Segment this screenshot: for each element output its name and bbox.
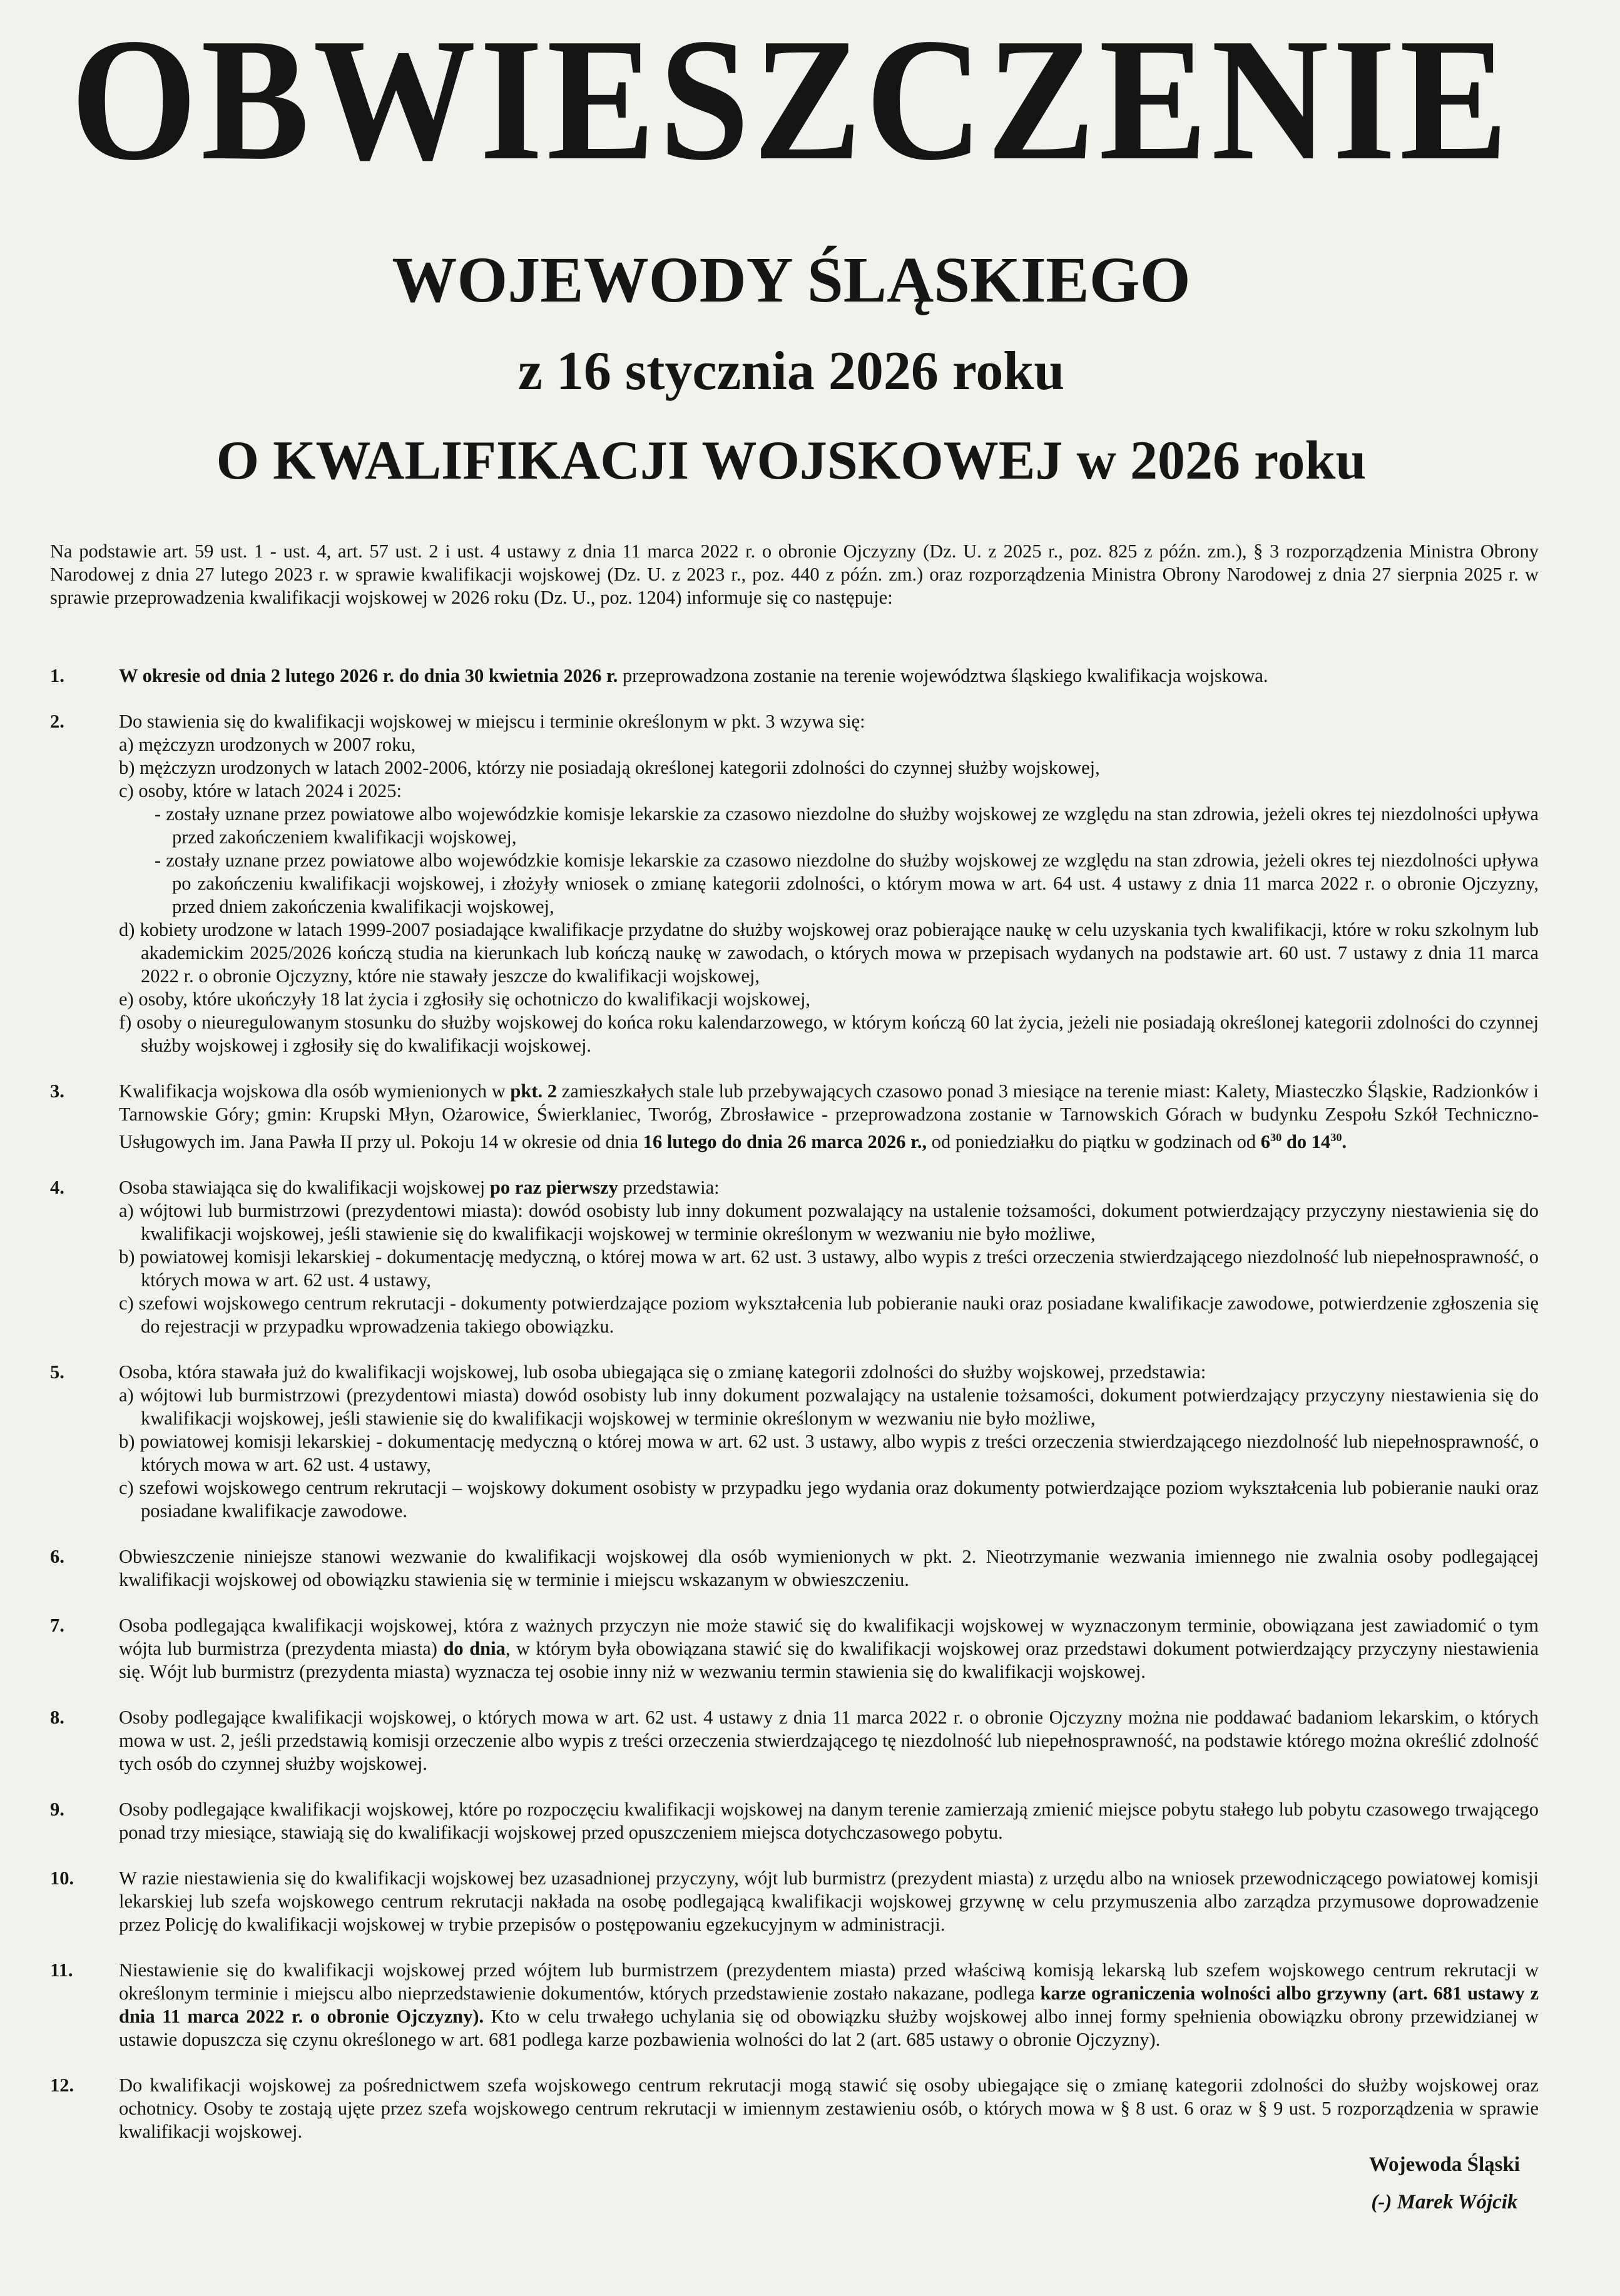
item-bold-text: 16 lutego do dnia 26 marca 2026 r., bbox=[643, 1131, 927, 1153]
item-bold-text: pkt. 2 bbox=[510, 1080, 558, 1102]
notice-item bbox=[44, 710, 1539, 1057]
notice-item bbox=[44, 1545, 1539, 1592]
signature-office: Wojewoda Śląski bbox=[1368, 2153, 1520, 2176]
notice-items bbox=[44, 664, 1539, 2143]
item-text-part: , w którym była obowiązana stawić się do kwalifikacji wojskowej oraz przedstawi dokument potwierdzający przyczyny niestawienia się. Wójt lub burmistrz (prezydenta miasta) wyznacza tej osobie inny niż w wezwaniu termin stawienia się do kwalifikacji wojskowej. bbox=[119, 1638, 1539, 1683]
item-number: 1. bbox=[50, 665, 64, 686]
item-text-part: Osoba podlegająca kwalifikacji wojskowej, która z ważnych przyczyn nie może stawić się do kwalifikacji wojskowej w wyznaczonym terminie, obowiązana jest zawiadomić o tym wójta lub burmistrza (prezydenta miasta) bbox=[119, 1615, 1539, 1660]
item-number: 2. bbox=[50, 711, 64, 732]
sub-item: b) powiatowej komisji lekarskiej - dokumentację medyczną, o której mowa w art. 62 ust. 3 ustawy, albo wypis z treści orzeczenia stwierdzającego niezdolność lub niepełnosprawność, o których mowa w art. 62 ust. 4 ustawy, bbox=[119, 1246, 1539, 1291]
item-number: 10. bbox=[50, 1867, 74, 1889]
item-number: 11. bbox=[50, 1959, 73, 1981]
item-text bbox=[119, 1361, 1539, 1523]
item-text: Obwieszczenie niniejsze stanowi wezwanie do kwalifikacji wojskowej dla osób wymienionych w pkt. 2. Nieotrzymanie wezwania imiennego nie zwalnia osoby podlegającej kwalifikacji wojskowej od obowiązku stawienia się w terminie i miejscu wskazanym w obwieszczeniu. bbox=[119, 1546, 1539, 1591]
item-text-part: Niestawienie się do kwalifikacji wojskowej przed wójtem lub burmistrzem (prezydentem miasta) przed właściwą komisją lekarską lub szefem wojskowego centrum rekrutacji w określonym terminie i miejscu albo nieprzedstawienie dokumentów, których przedstawienie zostało nakazane, podlega bbox=[119, 1959, 1539, 2004]
item-text-part: Kto w celu trwałego uchylania się od obowiązku służby wojskowej albo innej formy spełnienia obowiązku obrony przewidzianej w ustawie dopuszcza się czynu określonego w art. 681 podlega karze pozbawienia wolności do lat 2 (art. 685 ustawy o obronie Ojczyzny). bbox=[119, 2006, 1539, 2051]
sub-item: c) szefowi wojskowego centrum rekrutacji - dokumenty potwierdzające poziom wykształcenia lub pobieranie nauki oraz posiadane kwalifikacje zawodowe, potwierdzenie zgłoszenia się do rejestracji w przypadku wprowadzenia takiego obowiązku. bbox=[119, 1293, 1539, 1338]
sub-item: a) mężczyzn urodzonych w 2007 roku, bbox=[119, 734, 416, 755]
sub-item: a) wójtowi lub burmistrzowi (prezydentowi miasta) dowód osobisty lub inny dokument pozwalający na ustalenie tożsamości, dokument potwierdzający przyczyny niestawienia się do kwalifikacji wojskowej, jeśli stawienie się do kwalifikacji wojskowej w terminie określonym w wezwaniu nie było możliwe, bbox=[119, 1384, 1539, 1430]
item-intro: Osoba, która stawała już do kwalifikacji wojskowej, lub osoba ubiegająca się o zmianę kategorii zdolności do służby wojskowej, przedstawia: bbox=[119, 1361, 1206, 1383]
item-bold-text: po raz pierwszy bbox=[489, 1177, 618, 1199]
dash-item: - zostały uznane przez powiatowe albo wojewódzkie komisje lekarskie za czasowo niezdolne do służby wojskowej ze względu na stan zdrowia, jeżeli okres tej niezdolności upływa przed zakończeniem kwalifikacji wojskowej, bbox=[155, 803, 1539, 848]
item-text-part: Kwalifikacja wojskowa dla osób wymienionych w bbox=[119, 1080, 511, 1102]
sub-item: b) mężczyzn urodzonych w latach 2002-2006, którzy nie posiadają określonej kategorii zdolności do czynnej służby wojskowej, bbox=[119, 757, 1100, 778]
item-rest-text: przeprowadzona zostanie na terenie województwa śląskiego kwalifikacja wojskowa. bbox=[618, 665, 1268, 686]
sub-item: d) kobiety urodzone w latach 1999-2007 posiadające kwalifikacje przydatne do służby wojskowej oraz pobierające naukę w celu uzyskania tych kwalifikacji, które w roku szkolnym lub akademickim 2025/2026 kończą studia na kierunkach lub kończą naukę w zawodach, o których mowa w przepisach wydanych na podstawie art. 60 ust. 7 ustawy z dnia 11 marca 2022 r. o obronie Ojczyzny, które nie stawały jeszcze do kwalifikacji wojskowej, bbox=[119, 919, 1539, 987]
hour-start: 6 bbox=[1260, 1131, 1270, 1153]
signature-block bbox=[1369, 2146, 1520, 2221]
item-number: 7. bbox=[50, 1615, 64, 1637]
notice-item bbox=[44, 1706, 1539, 1775]
sub-item: c) szefowi wojskowego centrum rekrutacji – wojskowy dokument osobisty w przypadku jego wydania oraz dokumenty potwierdzające poziom wykształcenia lub pobieranie nauki oraz posiadane kwalifikacje zawodowe. bbox=[119, 1477, 1539, 1522]
item-number: 8. bbox=[50, 1707, 64, 1729]
item-text-part: do bbox=[1281, 1131, 1312, 1153]
notice-item bbox=[44, 2074, 1539, 2143]
item-text: Do kwalifikacji wojskowej za pośrednictwem szefa wojskowego centrum rekrutacji mogą stawić się osoby ubiegające się o zmianę kategorii zdolności do służby wojskowej oraz ochotnicy. Osoby te zostają ujęte przez szefa wojskowego centrum rekrutacji w imiennym zestawieniu osób, o których mowa w § 8 ust. 6 oraz w § 9 ust. 5 rozporządzenia w sprawie kwalifikacji wojskowej. bbox=[119, 2075, 1539, 2143]
sub-item: c) osoby, które w latach 2024 i 2025: bbox=[119, 780, 402, 801]
signature-name: (-) Marek Wójcik bbox=[1371, 2191, 1518, 2213]
sub-item: b) powiatowej komisji lekarskiej - dokumentację medyczną o której mowa w art. 62 ust. 3 ustawy, albo wypis z treści orzeczenia stwierdzającego niezdolność lub niepełnosprawność, o których mowa w art. 62 ust. 4 ustawy, bbox=[119, 1431, 1539, 1476]
notice-subject: O KWALIFIKACJI WOJSKOWEJ w 2026 roku bbox=[216, 430, 1367, 491]
sub-item: e) osoby, które ukończyły 18 lat życia i zgłosiły się ochotniczo do kwalifikacji wojskowej, bbox=[119, 988, 811, 1010]
item-text-part: od poniedziałku do piątku w godzinach od bbox=[927, 1131, 1261, 1153]
item-text: Osoby podlegające kwalifikacji wojskowej, które po rozpoczęciu kwalifikacji wojskowej na danym terenie zamierzają zmienić miejsce pobytu stałego lub pobytu czasowego trwającego ponad trzy miesiące, stawiają się do kwalifikacji wojskowej przed opuszczeniem miejsca dotychczasowego pobytu. bbox=[119, 1799, 1539, 1844]
hour-end: 14 bbox=[1311, 1131, 1331, 1153]
item-text bbox=[119, 1176, 1539, 1338]
sub-item: a) wójtowi lub burmistrzowi (prezydentowi miasta): dowód osobisty lub inny dokument pozwalający na ustalenie tożsamości, dokument potwierdzający przyczyny niestawienia się do kwalifikacji wojskowej, jeśli stawienie się do kwalifikacji wojskowej w terminie określonym w wezwaniu nie było możliwe, bbox=[119, 1200, 1539, 1245]
item-intro: Do stawienia się do kwalifikacji wojskowej w miejscu i terminie określonym w pkt. 3 wzywa się: bbox=[119, 711, 865, 732]
item-bold-text: W okresie od dnia 2 lutego 2026 r. do dnia 30 kwietnia 2026 r. bbox=[119, 665, 618, 686]
notice-date: z 16 stycznia 2026 roku bbox=[517, 341, 1065, 402]
notice-item bbox=[44, 1867, 1539, 1936]
sub-item: f) osoby o nieuregulowanym stosunku do służby wojskowej do końca roku kalendarzowego, w którym kończą 60 lat życia, jeżeli nie posiadają określonej kategorii zdolności do czynnej służby wojskowej i zgłosiły się do kwalifikacji wojskowej. bbox=[119, 1012, 1539, 1056]
notice-item bbox=[44, 1080, 1539, 1154]
item-text-part: przedstawia: bbox=[618, 1177, 720, 1199]
hour-start-minutes: 30 bbox=[1270, 1131, 1282, 1144]
notice-item bbox=[44, 1798, 1539, 1844]
item-text-part: . bbox=[1342, 1131, 1347, 1153]
item-text bbox=[119, 710, 1539, 1057]
item-number: 9. bbox=[50, 1799, 64, 1821]
item-number: 6. bbox=[50, 1546, 64, 1568]
notice-item bbox=[44, 1614, 1539, 1684]
item-number: 4. bbox=[50, 1177, 64, 1199]
notice-item bbox=[44, 1361, 1539, 1523]
item-text: Osoby podlegające kwalifikacji wojskowej, o których mowa w art. 62 ust. 4 ustawy z dnia 11 marca 2022 r. o obronie Ojczyzny można nie poddawać badaniom lekarskim, o których mowa w ust. 2, jeśli przedstawią komisji orzeczenie albo wypis z treści orzeczenia stwierdzającego tę niezdolność lub niepełnosprawność, na podstawie którego można określić zdolność tych osób do czynnej służby wojskowej. bbox=[119, 1707, 1539, 1775]
item-text bbox=[119, 664, 1539, 688]
item-bold-text: karze ograniczenia wolności albo grzywny (art. 681 ustawy z dnia 11 marca 2022 r. o obronie Ojczyzny). bbox=[119, 1983, 1539, 2028]
item-text bbox=[119, 1959, 1539, 2051]
dash-item: - zostały uznane przez powiatowe albo wojewódzkie komisje lekarskie za czasowo niezdolne do służby wojskowej ze względu na stan zdrowia, jeżeli okres tej niezdolności upływa po zakończeniu kwalifikacji wojskowej, i złożyły wniosek o zmianę kategorii zdolności, o którym mowa w art. 64 ust. 4 ustawy z dnia 11 marca 2022 r. o obronie Ojczyzny, przed dniem zakończenia kwalifikacji wojskowej, bbox=[155, 850, 1539, 917]
notice-item bbox=[44, 664, 1539, 688]
item-text bbox=[119, 1080, 1539, 1154]
item-number: 12. bbox=[50, 2075, 74, 2096]
item-text-part: Osoba stawiająca się do kwalifikacji wojskowej bbox=[119, 1177, 490, 1199]
item-number: 3. bbox=[50, 1080, 64, 1102]
notice-title: OBWIESZCZENIE bbox=[70, 2, 1512, 197]
notice-issuer: WOJEWODY ŚLĄSKIEGO bbox=[392, 244, 1191, 316]
notice-item bbox=[44, 1959, 1539, 2051]
item-intro bbox=[119, 1176, 1539, 1199]
item-text: W razie niestawienia się do kwalifikacji wojskowej bez uzasadnionej przyczyny, wójt lub burmistrz (prezydent miasta) z urzędu albo na wniosek przewodniczącego powiatowej komisji lekarskiej lub szefa wojskowego centrum rekrutacji nakłada na osobę podlegającą kwalifikacji wojskowej grzywnę w celu przymuszenia albo zarządza przymusowe doprowadzenie przez Policję do kwalifikacji wojskowej w trybie przepisów o postępowaniu egzekucyjnym w administracji. bbox=[119, 1867, 1539, 1936]
item-number: 5. bbox=[50, 1361, 64, 1383]
legal-basis: Na podstawie art. 59 ust. 1 - ust. 4, art. 57 ust. 2 i ust. 4 ustawy z dnia 11 marca 2022 r. o obronie Ojczyzny (Dz. U. z 2025 r., poz. 825 z późn. zm.), § 3 rozporządzenia Ministra Obrony Narodowej z dnia 27 lutego 2023 r. w sprawie kwalifikacji wojskowej (Dz. U. z 2023 r., poz. 440 z późn. zm.) oraz rozporządzenia Ministra Obrony Narodowej z dnia 27 sierpnia 2025 r. w sprawie przeprowadzenia kwalifikacji wojskowej w 2026 roku (Dz. U., poz. 1204) informuje się co następuje: bbox=[50, 541, 1539, 608]
item-text-part: zamieszkałych stale lub przebywających czasowo ponad 3 miesiące na terenie miast: Kalety, Miasteczko Śląskie, Radzionków i Tarnowskie Góry; gmin: Krupski Młyn, Ożarowice, Świerklaniec, Tworóg, Zbrosławice - przeprowadzona zostanie w Tarnowskich Górach w budynku Zespołu Szkół Techniczno-Usługowych im. Jana Pawła II przy ul. Pokoju 14 w okresie od dnia bbox=[119, 1080, 1539, 1153]
notice-item bbox=[44, 1176, 1539, 1338]
hour-end-minutes: 30 bbox=[1330, 1131, 1342, 1144]
item-text bbox=[119, 1614, 1539, 1684]
item-bold-text: do dnia bbox=[443, 1638, 506, 1660]
